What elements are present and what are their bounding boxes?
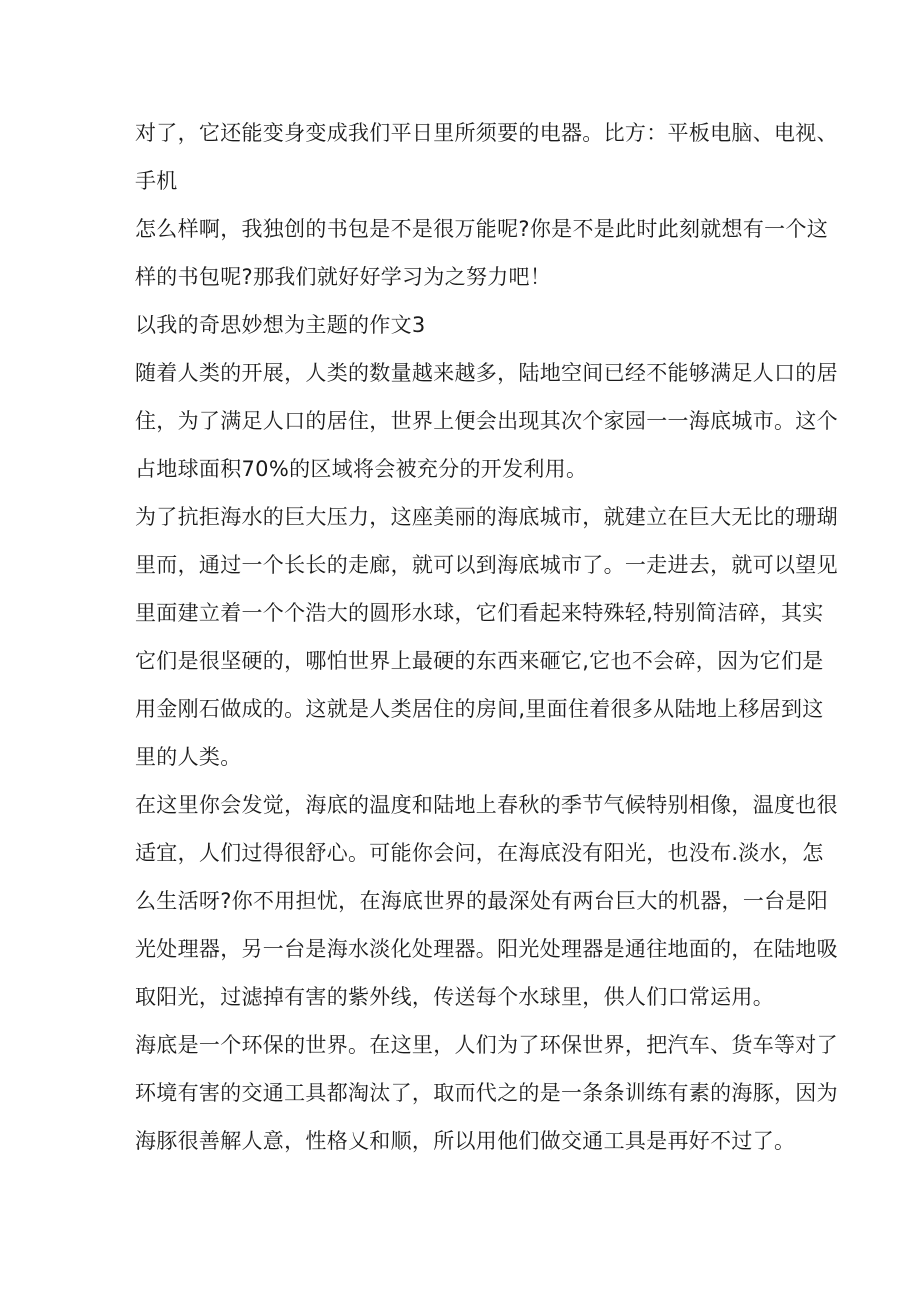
text-line: 光处理器，另一台是海水淡化处理器。阳光处理器是通往地面的，在陆地吸 xyxy=(135,937,838,961)
text-line: 为了抗拒海水的巨大压力，这座美丽的海底城市，就建立在巨大无比的珊瑚 xyxy=(135,505,838,529)
text-line: 环境有害的交通工具都淘汰了，取而代之的是一条条训练有素的海豚，因为 xyxy=(135,1081,838,1105)
text-line: 手机 xyxy=(135,169,178,193)
text-line: 样的书包呢?那我们就好好学习为之努力吧！ xyxy=(135,265,552,289)
text-line: 海底是一个环保的世界。在这里，人们为了环保世界，把汽车、货车等对了 xyxy=(135,1033,838,1057)
text-line: 怎么样啊，我独创的书包是不是很万能呢?你是不是此时此刻就想有一个这 xyxy=(135,217,829,241)
text-line: 对了，它还能变身变成我们平日里所须要的电器。比方：平板电脑、电视、 xyxy=(135,121,838,145)
text-line: 里而，通过一个长长的走廊，就可以到海底城市了。一走进去，就可以望见 xyxy=(135,553,838,577)
text-line: 住，为了满足人口的居住，世界上便会出现其次个家园一一海底城市。这个 xyxy=(135,409,838,433)
text-line: 么生活呀?你不用担忧，在海底世界的最深处有两台巨大的机器，一台是阳 xyxy=(135,889,829,913)
text-line: 用金刚石做成的。这就是人类居住的房间,里面住着很多从陆地上移居到这 xyxy=(135,697,824,721)
text-line: 它们是很坚硬的，哪怕世界上最硬的东西来砸它,它也不会碎，因为它们是 xyxy=(135,649,824,673)
text-line: 取阳光，过滤掉有害的紫外线，传送每个水球里，供人们口常运用。 xyxy=(135,985,774,1009)
section-heading: 以我的奇思妙想为主题的作文3 xyxy=(135,313,426,337)
text-line: 里的人类。 xyxy=(135,745,242,769)
text-line: 里面建立着一个个浩大的圆形水球，它们看起来特殊轻,特别简洁碎，其实 xyxy=(135,601,824,625)
text-line: 随着人类的开展，人类的数量越来越多，陆地空间已经不能够满足人口的居 xyxy=(135,361,838,385)
text-line: 海豚很善解人意，性格乂和顺，所以用他们做交通工具是再好不过了。 xyxy=(135,1129,796,1153)
text-line: 适宜，人们过得很舒心。可能你会问，在海底没有阳光，也没布.淡水，怎 xyxy=(135,841,824,865)
text-line: 占地球面积70%的区域将会被充分的开发利用。 xyxy=(135,457,588,481)
text-line: 在这里你会发觉，海底的温度和陆地上春秋的季节气候特别相像，温度也很 xyxy=(135,793,838,817)
